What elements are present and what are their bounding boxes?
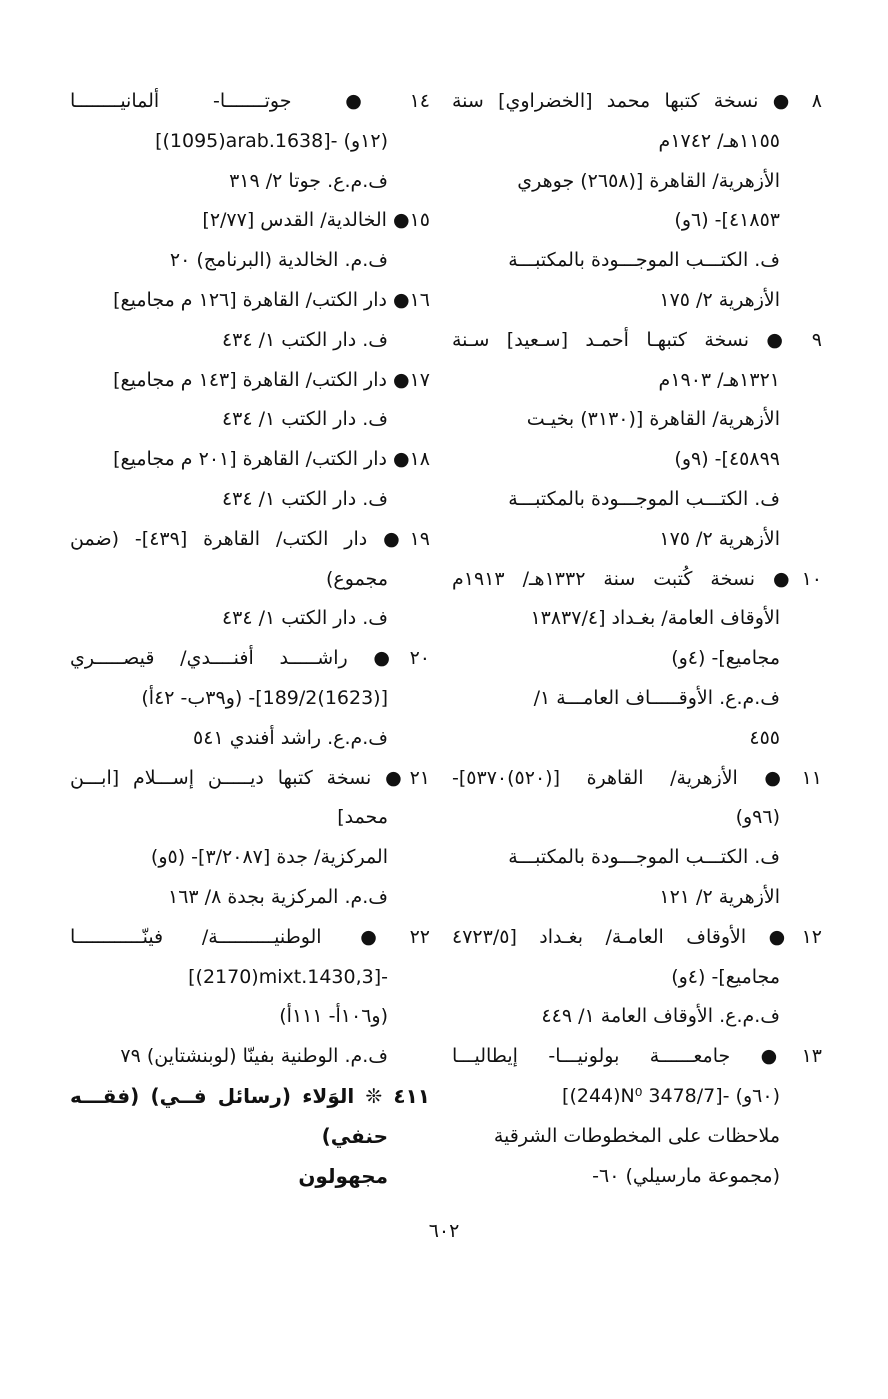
entry-line: [(2170)mixt.1430,3]- (188, 965, 388, 988)
entry-line: ١٤● جوتـــــــا- ألمانيــــــــا (70, 90, 430, 112)
entry-line: ١١● الأزهرية/ القاهرة [(٥٢٠)٥٣٧٠]- (452, 766, 822, 789)
entry-line: ف. دار الكتب ١/ ٤٣٤ (221, 607, 388, 630)
entry-line: الأزهرية ٢/ ١٧٥ (659, 527, 780, 550)
entry-line: ف.م.ع. الأوقاف العامة ١/ ٤٤٩ (541, 1005, 780, 1028)
entry-line: ف. دار الكتب ١/ ٤٣٤ (221, 408, 388, 431)
entry-line: ١٣● جامعــــــة بولونيـــا- إيطاليـــا (452, 1045, 822, 1068)
entry-line: ف.م. الوطنية بفينّا (لوبنشتاين) ٧٩ (120, 1045, 388, 1068)
entry-line: ١٩● دار الكتب/ القاهرة [٤٣٩]- (ضمن (70, 527, 430, 550)
entry-line: ٤٥٨٩٩]- (٩و) (674, 448, 780, 471)
entry-line: ٩ ● نسخة كتبهـا أحمـد [سـعيد] سـنة (452, 328, 822, 351)
entry-line: ١٢● الأوقاف العامـة/ بغـداد [٤٧٢٣/٥ (452, 925, 822, 948)
entry-line: ٤٥٥ (749, 726, 780, 749)
entry-line: ٨ ● نسخة كتبها محمد [الخضراوي] سنة (452, 90, 822, 112)
entry-line: ف. الكتـــب الموجـــودة بالمكتبـــة (508, 487, 780, 510)
entry-line: ٢٢● الوطنيــــــــــة/ فينّــــــــــــا (70, 925, 430, 948)
entry-line: الأزهرية ٢/ ١٢١ (659, 885, 780, 908)
entry-line: مجاميع]- (٤و) (671, 647, 780, 670)
entry-line: ف.م. الخالدية (البرنامج) ٢٠ (169, 249, 388, 272)
entry-line: الأوقاف العامة/ بغـداد [١٣٨٣٧/٤ (530, 607, 780, 630)
entry-line: ف.م.ع. راشد أفندي ٥٤١ (193, 726, 388, 749)
entry-line: ف.م.ع. الأوقـــــاف العامـــة ١/ (533, 686, 780, 709)
entry-line: الأزهرية ٢/ ١٧٥ (659, 288, 780, 311)
title-entry-line: حنفي) (321, 1123, 388, 1148)
entry-line: (مجموعة مارسيلي) ٦٠- (592, 1164, 780, 1187)
entry-line: ١٧● دار الكتب/ القاهرة [١٤٣ م مجاميع] (113, 368, 430, 391)
entry-line: ف. دار الكتب ١/ ٤٣٤ (221, 328, 388, 351)
entry-line: ١٨● دار الكتب/ القاهرة [٢٠١ م مجاميع] (113, 448, 430, 471)
entry-line: [(1623)189/2]- (و٣٩ب- ٤٢أ) (141, 686, 388, 709)
entry-line: ف. الكتـــب الموجـــودة بالمكتبـــة (508, 249, 780, 272)
page-number: ٦٠٢ (428, 1220, 460, 1242)
entry-line: [(244)N⁰ 3478/7]- (٦٠و) (562, 1084, 780, 1107)
entry-line: محمد] (337, 806, 388, 829)
entry-line: ٤١٨٥٣]- (٦و) (674, 209, 780, 232)
entry-line: ف. الكتـــب الموجـــودة بالمكتبـــة (508, 846, 780, 869)
entry-line: ١٣٢١هـ/ ١٩٠٣م (658, 368, 780, 391)
entry-line: ١١٥٥هـ/ ١٧٤٢م (658, 129, 780, 152)
entry-line: ف. دار الكتب ١/ ٤٣٤ (221, 487, 388, 510)
left-column (70, 82, 430, 1196)
right-column (452, 82, 822, 1196)
title-entry-line: ٤١١ ❊ الوَلاء (رسائل فــي) (فقـــه (70, 1083, 430, 1108)
entry-line: ملاحظات على المخطوطات الشرقية (493, 1124, 780, 1147)
entry-line: مجموع) (326, 567, 388, 590)
author-line: مجهولون (298, 1163, 388, 1188)
entry-line: ٢٠● راشـــــد أفنــــدي/ قيصـــــري (70, 647, 430, 670)
entry-line: ١٦● دار الكتب/ القاهرة [١٢٦ م مجاميع] (113, 288, 430, 311)
entry-line: ف.م.ع. جوتا ٢/ ٣١٩ (229, 169, 388, 192)
entry-line: ١٠● نسخة كُتبت سنة ١٣٣٢هـ/ ١٩١٣م (452, 567, 822, 590)
entry-line: الأزهرية/ القاهرة [(٣١٣٠) بخيـت (526, 408, 780, 431)
entry-line: ١٥● الخالدية/ القدس [٢/٧٧] (202, 209, 430, 232)
entry-line: ف.م. المركزية بجدة ٨/ ١٦٣ (168, 885, 388, 908)
entry-line: ٢١● نسخة كتبها ديـــــن إســـلام [ابـــن (70, 766, 430, 789)
entry-line: [(1095)arab.1638]- (١٢و) (155, 129, 388, 152)
entry-line: الأزهرية/ القاهرة [(٢٦٥٨) جوهري (517, 169, 780, 192)
entry-line: (٩٦و) (735, 806, 780, 829)
entry-line: المركزية/ جدة [٣/٢٠٨٧]- (٥و) (150, 846, 388, 869)
entry-line: مجاميع]- (٤و) (671, 965, 780, 988)
entry-line: (و١٠٦أ- ١١١أ) (279, 1005, 388, 1028)
